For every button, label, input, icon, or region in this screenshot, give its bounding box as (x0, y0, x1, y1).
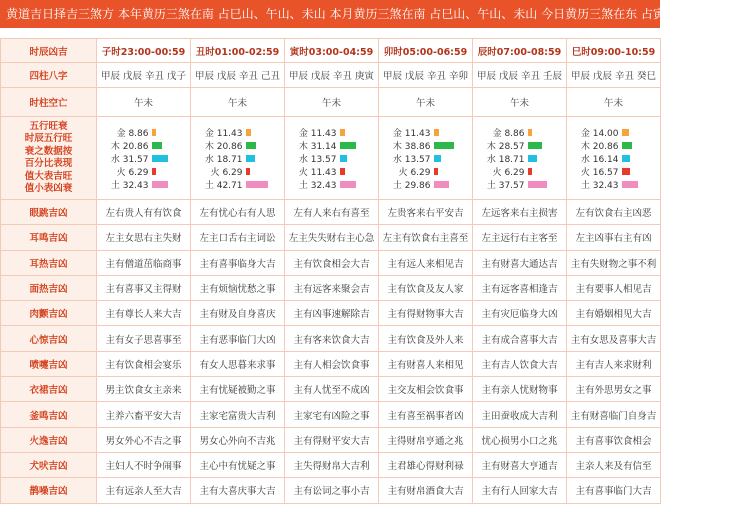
wuxing-bar-row (296, 178, 368, 191)
omen-cell: 主有喜至祸事者凶 (379, 402, 473, 427)
omen-cell: 主有客来饮食大吉 (285, 326, 379, 351)
wuxing-value: 水 13.57 (392, 154, 431, 165)
wuxing-value: 水 18.71 (486, 154, 525, 165)
omen-cell: 主有财喜人来相见 (379, 351, 473, 376)
kongwang-cell: 午未 (285, 88, 379, 117)
omen-cell: 左有人来右有喜至 (285, 200, 379, 225)
omen-cell: 主有人忧至不成凶 (285, 377, 379, 402)
wuxing-label-line: 衰之数据按 (24, 145, 73, 157)
wuxing-value: 金 11.43 (204, 128, 243, 139)
omen-cell: 主有财喜大通达吉 (473, 250, 567, 275)
wuxing-value: 水 18.71 (204, 154, 243, 165)
omen-cell: 主有失财物之事不利 (567, 250, 661, 275)
wuxing-bar-row (578, 139, 650, 152)
wuxing-bar (152, 142, 163, 149)
wuxing-bar (622, 168, 631, 175)
wuxing-bar-row (484, 152, 556, 165)
wuxing-value: 木 20.86 (580, 141, 619, 152)
table-row (1, 452, 661, 477)
table-row (1, 63, 661, 88)
wuxing-value: 土 32.43 (298, 180, 337, 191)
wuxing-bar-row (108, 165, 180, 178)
wuxing-bar-row (484, 178, 556, 191)
omen-cell: 主有外思男女之事 (567, 377, 661, 402)
wuxing-bar-row (296, 152, 368, 165)
wuxing-bar-row (578, 165, 650, 178)
row-label: 面热吉凶 (1, 275, 97, 300)
omen-cell: 主家宅有凶险之事 (285, 402, 379, 427)
kongwang-cell: 午未 (191, 88, 285, 117)
wuxing-bar-row (202, 178, 274, 191)
omen-cell: 有女人思暮来求事 (191, 351, 285, 376)
row-label: 喷嚏吉凶 (1, 351, 97, 376)
wuxing-bar (434, 181, 450, 188)
wuxing-bar (434, 142, 454, 149)
table-row (1, 275, 661, 300)
wuxing-value: 金 8.86 (116, 128, 149, 139)
wuxing-bar (340, 155, 347, 162)
row-label: 四柱八字 (1, 63, 97, 88)
wuxing-bar (340, 142, 356, 149)
omen-cell: 主有饮食及友人家 (379, 275, 473, 300)
table-row (1, 88, 661, 117)
row-label: 耳鸣吉凶 (1, 225, 97, 250)
table-row (1, 478, 661, 503)
row-label: 耳热吉凶 (1, 250, 97, 275)
wuxing-bar (528, 181, 548, 188)
kongwang-cell: 午未 (379, 88, 473, 117)
omen-cell: 主有饮食及外人来 (379, 326, 473, 351)
omen-cell: 主有喜事饮食相会 (567, 427, 661, 452)
wuxing-label-line: 五行旺衰 (29, 120, 68, 132)
wuxing-value: 土 42.71 (204, 180, 243, 191)
hour-column-header: 寅时03:00-04:59 (285, 39, 379, 63)
omen-cell: 主有大喜庆事大吉 (191, 478, 285, 503)
omen-cell: 主有得财物事大吉 (379, 301, 473, 326)
omen-cell: 忧心损男小口之兆 (473, 427, 567, 452)
omen-cell: 主有喜事临身大吉 (191, 250, 285, 275)
hour-column-header: 辰时07:00-08:59 (473, 39, 567, 63)
wuxing-bar (340, 168, 346, 175)
wuxing-bar (434, 155, 441, 162)
row-label: 釜鸣吉凶 (1, 402, 97, 427)
wuxing-bar (152, 129, 157, 136)
wuxing-label-line: 百分比表现 (24, 158, 73, 169)
wuxing-bar-row (108, 126, 180, 139)
table-row (1, 200, 661, 225)
omen-cell: 主君雄心得财利禄 (379, 452, 473, 477)
omen-cell: 主有亲人忧财物事 (473, 377, 567, 402)
wuxing-bar (152, 155, 168, 162)
wuxing-bar (528, 168, 532, 175)
wuxing-bar-row (484, 165, 556, 178)
wuxing-bar-row (390, 165, 462, 178)
wuxing-bar (246, 129, 252, 136)
wuxing-value: 火 6.29 (210, 167, 243, 178)
sizhu-cell: 甲辰 戊辰 辛丑 辛卯 (379, 63, 473, 88)
omen-cell: 男主饮食女主亲来 (97, 377, 191, 402)
wuxing-bar-row (390, 126, 462, 139)
omen-cell: 主得财帛亨通之兆 (379, 427, 473, 452)
table-row (1, 377, 661, 402)
omen-cell: 左主凶事右主有凶 (567, 225, 661, 250)
wuxing-value: 水 16.14 (580, 154, 619, 165)
omen-cell: 主有婚姻相见大吉 (567, 301, 661, 326)
wuxing-value: 金 8.86 (492, 128, 525, 139)
sizhu-cell: 甲辰 戊辰 辛丑 壬辰 (473, 63, 567, 88)
top-banner: 黄道吉日择吉三煞方 本年黄历三煞在南 占巳山、午山、未山 本月黄历三煞在南 占巳山、午山、未山 今日黄历三煞在东 占寅山、卯山、辰山 (0, 0, 660, 28)
wuxing-label-line: 时辰五行旺 (24, 133, 73, 144)
header-label: 时辰凶吉 (1, 39, 97, 63)
wuxing-bar-row (108, 152, 180, 165)
kongwang-cell: 午未 (473, 88, 567, 117)
omen-cell: 主有凶事速解除吉 (285, 301, 379, 326)
wuxing-value: 土 32.43 (110, 180, 149, 191)
wuxing-value: 土 29.86 (392, 180, 431, 191)
omen-cell: 主失得财帛大吉利 (285, 452, 379, 477)
wuxing-bar-row (578, 178, 650, 191)
omen-cell: 左主口舌右主词讼 (191, 225, 285, 250)
kongwang-cell: 午未 (567, 88, 661, 117)
wuxing-label-line: 值小表凶衰 (24, 183, 73, 194)
wuxing-bar (246, 168, 250, 175)
omen-cell: 主有喜事临门大吉 (567, 478, 661, 503)
wuxing-cell (379, 117, 473, 200)
wuxing-value: 金 11.43 (392, 128, 431, 139)
wuxing-value: 木 28.57 (486, 141, 525, 152)
wuxing-bar (340, 181, 357, 188)
omen-cell: 主有远人来相见吉 (379, 250, 473, 275)
wuxing-bar (152, 168, 156, 175)
table-row (1, 225, 661, 250)
wuxing-bar (622, 155, 630, 162)
table-row (1, 351, 661, 376)
omen-cell: 主有成合喜事大吉 (473, 326, 567, 351)
wuxing-cell (191, 117, 285, 200)
wuxing-bar-row (202, 152, 274, 165)
row-label: 鹊噪吉凶 (1, 478, 97, 503)
omen-cell: 主有财帛酒食大吉 (379, 478, 473, 503)
wuxing-bar (528, 129, 533, 136)
omen-cell: 主有僧道茁临商事 (97, 250, 191, 275)
wuxing-bar (152, 181, 169, 188)
wuxing-bar-row (296, 139, 368, 152)
wuxing-label (1, 117, 97, 200)
omen-cell: 主有要事人相见吉 (567, 275, 661, 300)
wuxing-value: 火 6.29 (116, 167, 149, 178)
wuxing-value: 金 14.00 (580, 128, 619, 139)
wuxing-value: 土 32.43 (580, 180, 619, 191)
omen-cell: 主有尊长人来大吉 (97, 301, 191, 326)
wuxing-cell (473, 117, 567, 200)
wuxing-bar-row (296, 165, 368, 178)
omen-cell: 主有讼词之事小吉 (285, 478, 379, 503)
table-row (1, 326, 661, 351)
omen-cell: 左有饮食右主凶恶 (567, 200, 661, 225)
kongwang-cell: 午未 (97, 88, 191, 117)
wuxing-cell (285, 117, 379, 200)
omen-cell: 主有财喜大亨通吉 (473, 452, 567, 477)
wuxing-bar-row (202, 126, 274, 139)
wuxing-value: 火 6.29 (492, 167, 525, 178)
omen-cell: 左贵客来右平安吉 (379, 200, 473, 225)
omen-cell: 主有远客来聚会吉 (285, 275, 379, 300)
wuxing-bar (622, 181, 639, 188)
table-row (1, 117, 661, 200)
row-label: 犬吠吉凶 (1, 452, 97, 477)
omen-cell: 主田蚕收成大吉利 (473, 402, 567, 427)
almanac-table (0, 38, 661, 504)
sizhu-cell: 甲辰 戊辰 辛丑 庚寅 (285, 63, 379, 88)
omen-cell: 主有行人回家大吉 (473, 478, 567, 503)
omen-cell: 左主女思右主失财 (97, 225, 191, 250)
wuxing-value: 木 20.86 (204, 141, 243, 152)
wuxing-bar (528, 142, 543, 149)
wuxing-bar-row (202, 139, 274, 152)
row-label: 时柱空亡 (1, 88, 97, 117)
wuxing-bar (622, 129, 629, 136)
omen-cell: 左主远行右主客至 (473, 225, 567, 250)
wuxing-bar-row (578, 126, 650, 139)
row-label: 眼跳吉凶 (1, 200, 97, 225)
wuxing-value: 水 13.57 (298, 154, 337, 165)
wuxing-value: 火 6.29 (398, 167, 431, 178)
wuxing-bar-row (390, 152, 462, 165)
wuxing-value: 火 16.57 (580, 167, 619, 178)
table-row (1, 427, 661, 452)
omen-cell: 主有吉人饮食大吉 (473, 351, 567, 376)
wuxing-value: 木 38.86 (392, 141, 431, 152)
wuxing-bar-row (202, 165, 274, 178)
omen-cell: 主有灾厄临身大凶 (473, 301, 567, 326)
table-row (1, 402, 661, 427)
omen-cell: 主有财及自身喜庆 (191, 301, 285, 326)
omen-cell: 主有财喜临门自身吉 (567, 402, 661, 427)
omen-cell: 左主失失财右主心急 (285, 225, 379, 250)
wuxing-bar (246, 155, 256, 162)
wuxing-bar-row (108, 139, 180, 152)
table-row (1, 39, 661, 63)
omen-cell: 主心中有忧疑之事 (191, 452, 285, 477)
omen-cell: 主妇人不时争闹事 (97, 452, 191, 477)
wuxing-label-line: 值大表吉旺 (24, 170, 73, 182)
wuxing-bar-row (484, 126, 556, 139)
wuxing-value: 水 31.57 (110, 154, 149, 165)
omen-cell: 主交友相会饮食事 (379, 377, 473, 402)
omen-cell: 左远客来右主损害 (473, 200, 567, 225)
table-row (1, 301, 661, 326)
wuxing-bar-row (296, 126, 368, 139)
wuxing-bar (528, 155, 538, 162)
omen-cell: 主有吉人来求财利 (567, 351, 661, 376)
omen-cell: 主家宅富贵大吉利 (191, 402, 285, 427)
row-label: 肉颤吉凶 (1, 301, 97, 326)
wuxing-bar (246, 181, 268, 188)
wuxing-cell (567, 117, 661, 200)
wuxing-bar (434, 168, 438, 175)
omen-cell: 主有饮食相会大吉 (285, 250, 379, 275)
omen-cell: 主有得财平安大吉 (285, 427, 379, 452)
wuxing-bar (622, 142, 633, 149)
wuxing-value: 金 11.43 (298, 128, 337, 139)
wuxing-bar (434, 129, 440, 136)
wuxing-value: 火 11.43 (298, 167, 337, 178)
omen-cell: 主有饮食相会宴乐 (97, 351, 191, 376)
sizhu-cell: 甲辰 戊辰 辛丑 癸巳 (567, 63, 661, 88)
omen-cell: 主亲人来及有信至 (567, 452, 661, 477)
hour-column-header: 卯时05:00-06:59 (379, 39, 473, 63)
wuxing-value: 土 37.57 (486, 180, 525, 191)
wuxing-bar (246, 142, 257, 149)
wuxing-cell (97, 117, 191, 200)
omen-cell: 主有喜事又主得财 (97, 275, 191, 300)
wuxing-bar-row (484, 139, 556, 152)
omen-cell: 左有忧心右有人思 (191, 200, 285, 225)
row-label: 心惊吉凶 (1, 326, 97, 351)
omen-cell: 主有女子思喜事至 (97, 326, 191, 351)
sizhu-cell: 甲辰 戊辰 辛丑 戊子 (97, 63, 191, 88)
omen-cell: 主有恶事临门大凶 (191, 326, 285, 351)
omen-cell: 主有远亲人至大吉 (97, 478, 191, 503)
wuxing-bar-row (578, 152, 650, 165)
sizhu-cell: 甲辰 戊辰 辛丑 己丑 (191, 63, 285, 88)
omen-cell: 男女心外向不吉兆 (191, 427, 285, 452)
omen-cell: 左主有饮食右主喜至 (379, 225, 473, 250)
wuxing-bar-row (390, 139, 462, 152)
omen-cell: 主有忧疑被勤之事 (191, 377, 285, 402)
wuxing-value: 木 31.14 (298, 141, 337, 152)
row-label: 火逸吉凶 (1, 427, 97, 452)
hour-column-header: 丑时01:00-02:59 (191, 39, 285, 63)
omen-cell: 男女外心不吉之事 (97, 427, 191, 452)
wuxing-bar (340, 129, 346, 136)
omen-cell: 主有人相会饮食事 (285, 351, 379, 376)
hour-column-header: 巳时09:00-10:59 (567, 39, 661, 63)
table-row (1, 250, 661, 275)
omen-cell: 主有女思及喜事大吉 (567, 326, 661, 351)
omen-cell: 主养六畜平安大吉 (97, 402, 191, 427)
omen-cell: 主有烦恼忧愁之事 (191, 275, 285, 300)
omen-cell: 主有远客喜相逢吉 (473, 275, 567, 300)
wuxing-bar-row (108, 178, 180, 191)
wuxing-value: 木 20.86 (110, 141, 149, 152)
row-label: 衣裙吉凶 (1, 377, 97, 402)
hour-column-header: 子时23:00-00:59 (97, 39, 191, 63)
omen-cell: 左右贵人有有饮食 (97, 200, 191, 225)
wuxing-bar-row (390, 178, 462, 191)
